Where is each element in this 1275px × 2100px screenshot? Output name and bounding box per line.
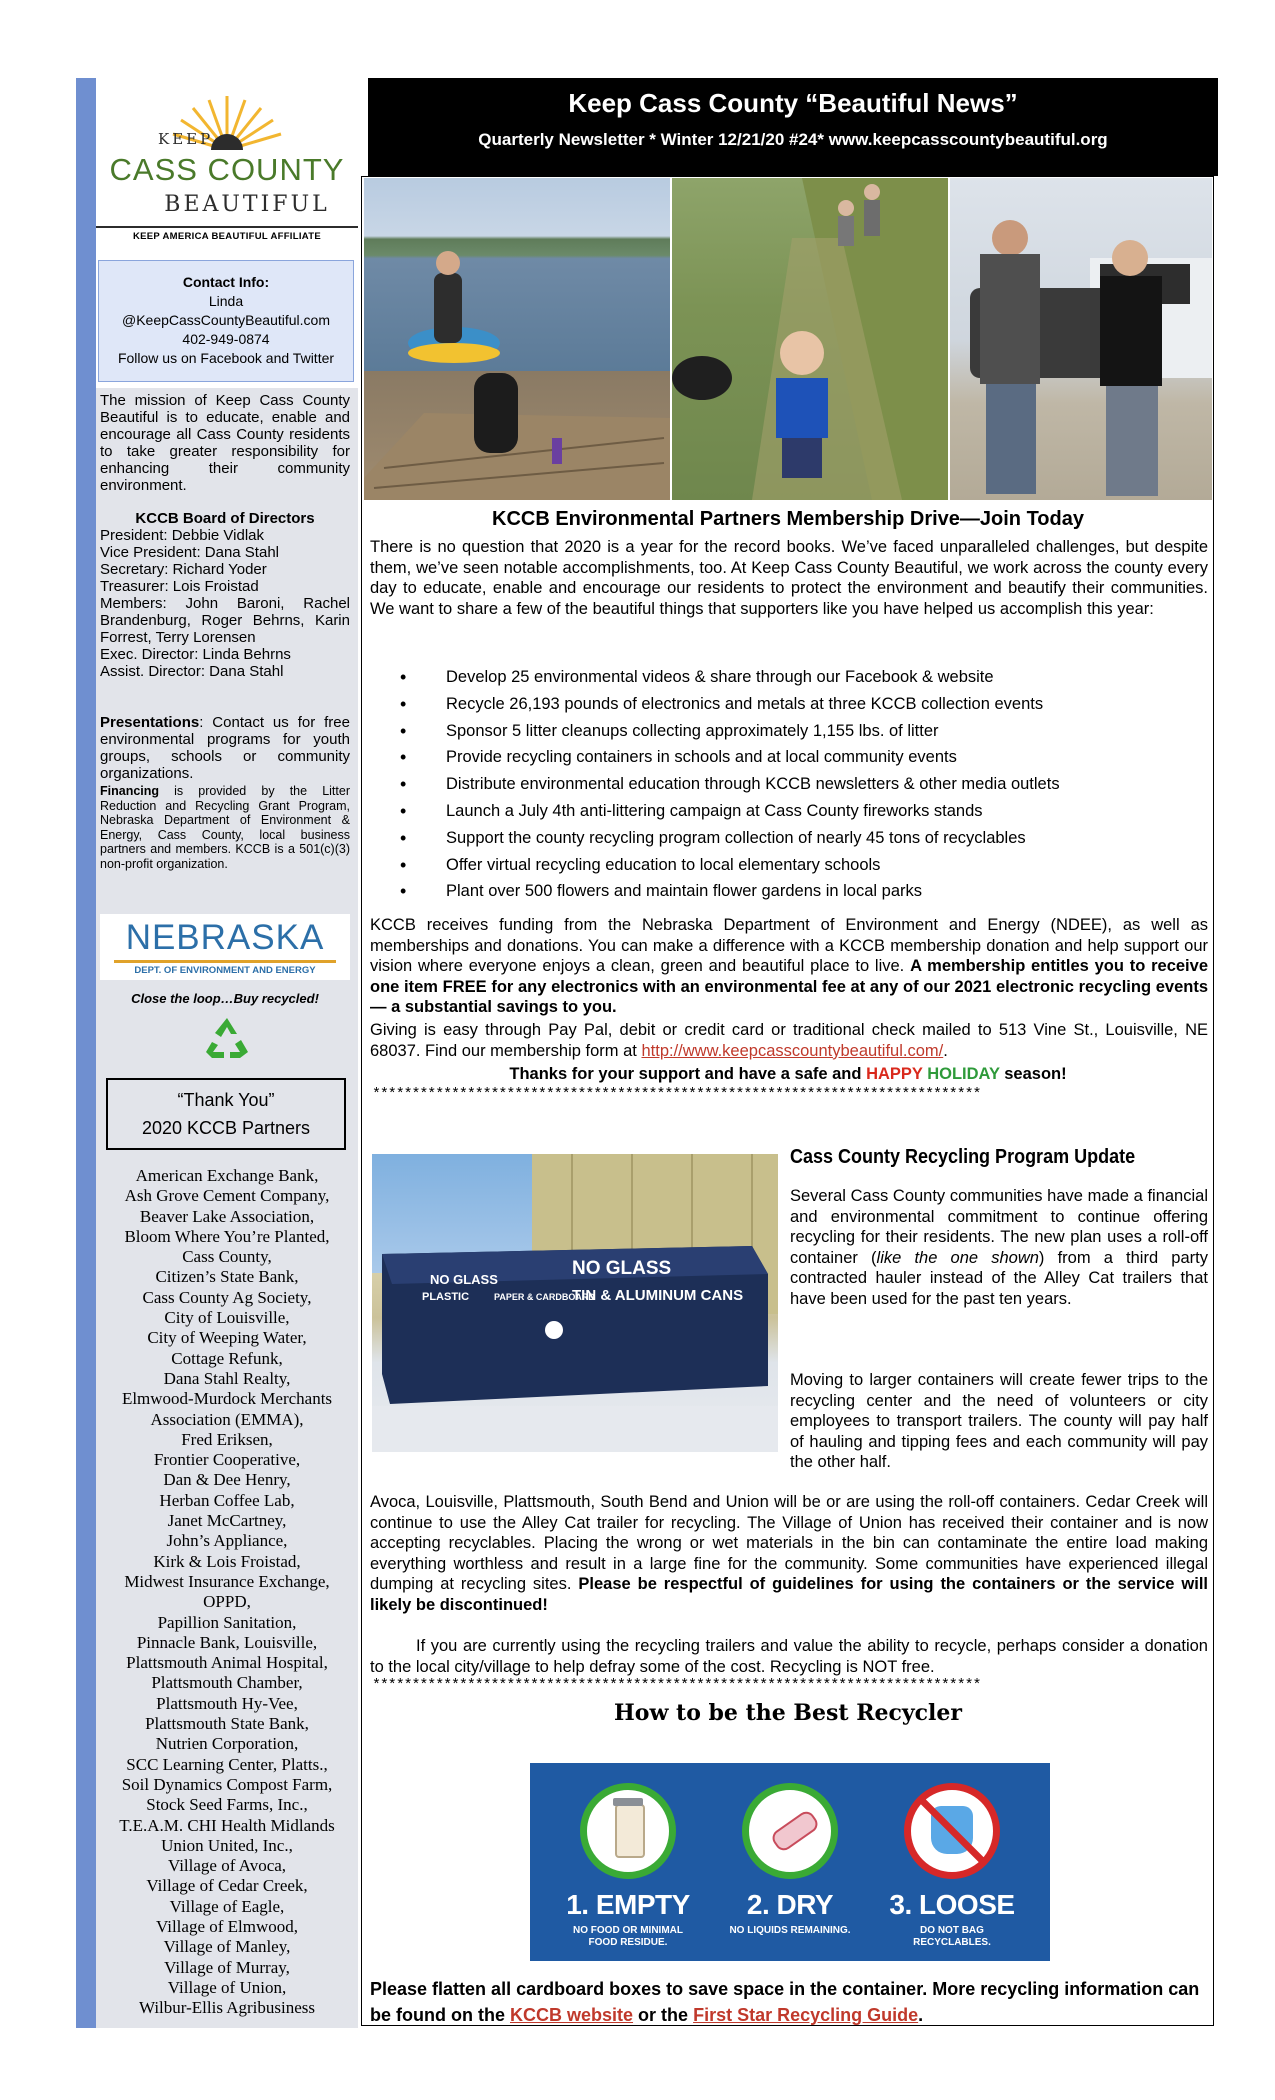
closing-note: [370, 1976, 1208, 2028]
step-empty: [558, 1783, 698, 1949]
recycling-warning: Please be respectful of guidelines for using the containers or the service will likely be discontinued!: [370, 1575, 1208, 1614]
partner-item: Plattsmouth State Bank,: [145, 1714, 309, 1734]
truck-scene-icon: [950, 178, 1212, 500]
membership-title: KCCB Environmental Partners Membership Drive—Join Today: [492, 508, 1084, 530]
partner-item: Village of Union,: [167, 1977, 287, 1997]
logo-keep-text: KEEP: [158, 130, 214, 148]
contact-name: Linda: [208, 293, 244, 309]
container-scene-icon: [372, 1154, 778, 1452]
membership-form-link[interactable]: http://www.keepcasscountybeautiful.com/: [641, 1041, 944, 1060]
presentations-label: Presentations: [100, 714, 200, 731]
photo-electronics-loading: [950, 178, 1212, 500]
kccb-website-link[interactable]: KCCB website: [510, 2005, 634, 2025]
mission-statement: The mission of Keep Cass County Beautiful is to educate, enable and encourage all Cass County residents to take greater responsibility for enhancing their community environment.: [100, 392, 350, 494]
partner-item: Plattsmouth Hy-Vee,: [156, 1693, 298, 1713]
newsletter-title: Keep Cass County “Beautiful News”: [568, 88, 1018, 118]
holiday-holiday: HOLIDAY: [927, 1065, 1000, 1083]
partners-list: [96, 1166, 358, 2018]
recycling-p1-em: like the one shown: [876, 1248, 1039, 1267]
presentations-note: [100, 714, 350, 782]
step-loose: [882, 1783, 1022, 1949]
partner-item: Stock Seed Farms, Inc.,: [146, 1795, 308, 1815]
board-heading: KCCB Board of Directors: [135, 510, 315, 527]
container-label-no-glass-left: NO GLASS: [430, 1272, 498, 1287]
holiday-thanks: [364, 1064, 1212, 1085]
partner-item: Village of Manley,: [163, 1937, 291, 1957]
list-item: • Support the county recycling program collection of nearly 45 tons of recyclables: [398, 825, 1060, 852]
partner-item: Citizen’s State Bank,: [155, 1267, 299, 1287]
membership-intro: There is no question that 2020 is a year for the record books. We’ve faced unparalleled challenges, but despite them, we’ve seen notable accomplishments, too. At Keep Cass County Beautiful, we work across the county every day to educate, enable and encourage our residents to protect the environment and beautify their communities. We want to share a few of the beautiful things that supporters like you have helped us accomplish this year:: [370, 538, 1208, 618]
contact-box: [98, 260, 354, 382]
partner-item: Elmwood-Murdock Merchants: [121, 1389, 333, 1409]
partner-item: Nutrien Corporation,: [155, 1734, 299, 1754]
closing-post: .: [918, 2005, 924, 2025]
partner-item: Frontier Cooperative,: [153, 1450, 301, 1470]
funding-paragraph: [370, 915, 1208, 1018]
giving-text: Giving is easy through Pay Pal, debit or credit card or traditional check mailed to 513 Vine St., Louisville, NE 68037. Find our membership form at: [370, 1021, 1208, 1060]
holiday-thanks-post: season!: [1004, 1065, 1067, 1083]
list-item: • Develop 25 environmental videos & share through our Facebook & website: [398, 664, 1060, 691]
partner-item: Fred Eriksen,: [181, 1429, 273, 1449]
close-the-loop-text: Close the loop…Buy recycled!: [131, 991, 319, 1006]
step-note: NO LIQUIDS REMAINING.: [729, 1925, 851, 1936]
sidebar: [76, 78, 358, 2028]
giving-paragraph: Giving is easy through Pay Pal, debit or credit card or traditional check mailed to 513 Vine St., Louisville, NE 68037. Find our membership form at http://www.keepcasscountybeautiful.com/.: [370, 1021, 1208, 1060]
recycle-icon: [202, 1016, 252, 1060]
step-title: 3. LOOSE: [889, 1889, 1015, 1920]
kayak-scene-icon: [364, 178, 670, 500]
sidebar-accent-stripe: [76, 78, 96, 2028]
step-note: NO FOOD OR MINIMAL FOOD RESIDUE.: [573, 1925, 683, 1948]
list-item: • Recycle 26,193 pounds of electronics and metals at three KCCB collection events: [398, 691, 1060, 718]
partner-item: SCC Learning Center, Platts.,: [126, 1754, 328, 1774]
board-line: Secretary: Richard Yoder: [100, 561, 267, 578]
partner-item: Cottage Refunk,: [171, 1348, 283, 1368]
holiday-thanks-pre: Thanks for your support and have a safe and: [509, 1065, 862, 1083]
list-item: • Launch a July 4th anti-littering campaign at Cass County fireworks stands: [398, 798, 1060, 825]
recycling-update-title: Cass County Recycling Program Update: [790, 1146, 1136, 1168]
board-line: Vice President: Dana Stahl: [100, 544, 279, 561]
partner-item: Dan & Dee Henry,: [163, 1470, 291, 1490]
partner-item: Plattsmouth Chamber,: [151, 1673, 303, 1693]
step-title: 1. EMPTY: [566, 1889, 690, 1920]
recycling-p1-b: ) from a third party contracted hauler instead of the Alley Cat trailers that have been used for the past ten years.: [790, 1248, 1208, 1308]
logo-divider: [96, 226, 358, 228]
container-label-paper: PAPER & CARDBOARD: [494, 1292, 595, 1302]
partner-item: Dana Stahl Realty,: [163, 1368, 291, 1388]
partner-item: Union United, Inc.,: [161, 1835, 293, 1855]
partner-item: Village of Cedar Creek,: [146, 1876, 308, 1896]
list-item: • Distribute environmental education through KCCB newsletters & other media outlets: [398, 771, 1060, 798]
partner-item: City of Weeping Water,: [147, 1328, 307, 1348]
partner-item: Plattsmouth Animal Hospital,: [126, 1653, 328, 1673]
partner-item: John’s Appliance,: [166, 1531, 288, 1551]
list-item: • Offer virtual recycling education to local elementary schools: [398, 852, 1060, 879]
partner-item: Soil Dynamics Compost Farm,: [121, 1774, 333, 1794]
contact-heading: Contact Info:: [182, 274, 270, 290]
recycling-p1-a: Several Cass County communities have made a financial and environmental commitment to continue offering recycling for their residents. The new plan uses a roll-off container (: [790, 1187, 1208, 1267]
presentations-text: : Contact us for free environmental programs for youth groups, schools or community organizations.: [100, 714, 350, 782]
holiday-happy: HAPPY: [866, 1065, 923, 1083]
best-recycler-title: How to be the Best Recycler: [613, 1700, 962, 1726]
container-label-no-glass-right: NO GLASS: [572, 1258, 672, 1279]
partner-item: Cass County,: [182, 1247, 272, 1267]
logo-cass-county-text: CASS COUNTY: [109, 152, 345, 187]
partner-item: Cass County Ag Society,: [142, 1287, 312, 1307]
board-line: Assist. Director: Dana Stahl: [100, 663, 284, 680]
partners-heading: 2020 KCCB Partners: [141, 1118, 311, 1138]
thank-you-line: “Thank You”: [177, 1090, 275, 1110]
partner-item: Village of Murray,: [164, 1957, 290, 1977]
partner-item: Village of Elmwood,: [155, 1916, 299, 1936]
closing-text: Please flatten all cardboard boxes to save space in the container. More recycling information can be found on the: [370, 1979, 1200, 2025]
partner-item: Association (EMMA),: [150, 1409, 304, 1429]
partner-item: Village of Eagle,: [169, 1896, 285, 1916]
nebraska-swoosh: [114, 960, 336, 963]
partner-item: Herban Coffee Lab,: [159, 1490, 295, 1510]
first-star-guide-link[interactable]: First Star Recycling Guide: [693, 2005, 919, 2025]
container-label-plastic: PLASTIC: [422, 1291, 470, 1303]
recycling-p2-text: Avoca, Louisville, Plattsmouth, South Bend and Union will be or are using the roll-off containers. Cedar Creek will continue to use the Alley Cat trailer for recycling. The Village of Union has received their container and is now accepting recyclables. Placing the wrong or wet materials in the bin can contaminate the entire load making everything worthless and result in a large fine for the community. Some communities have experienced illegal dumping at recycling sites.: [370, 1493, 1208, 1593]
board-of-directors: [100, 510, 350, 680]
partner-item: Papillion Sanitation,: [157, 1612, 297, 1632]
partner-item: Kirk & Lois Froistad,: [153, 1551, 301, 1571]
step-note: DO NOT BAG RECYCLABLES.: [913, 1925, 991, 1948]
no-bag-icon: [904, 1783, 1000, 1879]
bottle-icon: [742, 1783, 838, 1879]
funding-text: KCCB receives funding from the Nebraska Department of Environment and Energy (NDEE), as well as memberships and donations. You can make a difference with a KCCB membership donation and help support our vision where everyone enjoys a clean, green and beautiful place to live.: [370, 916, 1208, 975]
board-line: Treasurer: Lois Froistad: [100, 578, 259, 595]
board-line: Exec. Director: Linda Behrns: [100, 646, 291, 663]
recycling-paragraph-3: If you are currently using the recycling trailers and value the ability to recycle, perhaps consider a donation to the local city/village to help defray some of the cost. Recycling is NOT free.: [370, 1637, 1208, 1676]
list-item: • Plant over 500 flowers and maintain flower gardens in local parks: [398, 878, 1060, 905]
step-dry: [720, 1783, 860, 1937]
partner-item: T.E.A.M. CHI Health Midlands: [119, 1815, 335, 1835]
logo-beautiful-text: BEAUTIFUL: [164, 192, 330, 217]
thank-you-box: [106, 1078, 346, 1150]
recycling-paragraph-1: [790, 1186, 1208, 1309]
accomplishments-list: [398, 664, 1060, 905]
contact-email[interactable]: @KeepCassCountyBeautiful.com: [122, 312, 330, 328]
partner-item: Pinnacle Bank, Louisville,: [136, 1632, 318, 1652]
nebraska-ndee-logo: [100, 914, 350, 980]
list-item: • Sponsor 5 litter cleanups collecting approximately 1,155 lbs. of litter: [398, 718, 1060, 745]
section-divider: *****************************************************************************: [372, 1086, 981, 1103]
partner-item: OPPD,: [203, 1592, 251, 1612]
partner-item: Village of Avoca,: [167, 1856, 287, 1876]
recycling-paragraph-2-wrap: Moving to larger containers will create fewer trips to the recycling center and the need of volunteers or city employees to transport trailers. The county will pay half of hauling and tipping fees and each community will pay the other half.: [790, 1371, 1208, 1471]
membership-benefit: A membership entitles you to receive one item FREE for any electronics with an environmental fee at any of our 2021 electronic recycling events — a substantial savings to you.: [370, 957, 1208, 1016]
nebraska-wordmark: NEBRASKA: [125, 918, 325, 957]
partner-item: Janet McCartney,: [167, 1511, 287, 1531]
partner-item: Beaver Lake Association,: [139, 1206, 315, 1226]
step-title: 2. DRY: [746, 1889, 834, 1920]
container-label-cans: TIN & ALUMINUM CANS: [572, 1287, 744, 1304]
list-item: • Provide recycling containers in schools and at local community events: [398, 744, 1060, 771]
logo-affiliate-text: KEEP AMERICA BEAUTIFUL AFFILIATE: [133, 231, 321, 242]
photo-kayak-cleanup: [364, 178, 670, 500]
partner-item: Midwest Insurance Exchange,: [124, 1571, 330, 1591]
contact-phone: 402-949-0874: [182, 331, 270, 347]
partner-item: Bloom Where You’re Planted,: [124, 1226, 330, 1246]
partner-item: American Exchange Bank,: [135, 1166, 319, 1185]
photo-roll-off-container: [372, 1154, 778, 1452]
nebraska-dept-text: DEPT. OF ENVIRONMENT AND ENERGY: [134, 965, 316, 976]
financing-note: [100, 784, 350, 871]
newsletter-header: [368, 78, 1218, 176]
partner-item: Wilbur-Ellis Agribusiness: [138, 1998, 316, 2018]
kccb-logo: [96, 78, 358, 253]
contact-social: Follow us on Facebook and Twitter: [117, 350, 335, 366]
closing-mid: or the: [638, 2005, 689, 2025]
partner-item: Ash Grove Cement Company,: [124, 1186, 330, 1206]
financing-label: Financing: [100, 784, 160, 798]
newsletter-subtitle: Quarterly Newsletter * Winter 12/21/20 #24* www.keepcasscountybeautiful.org: [478, 130, 1108, 149]
recycling-paragraph-2-full: [370, 1492, 1208, 1615]
photo-child-cleanup: [672, 178, 948, 500]
board-line: Members: John Baroni, Rachel Brandenburg, Roger Behrns, Karin Forrest, Terry Lorensen: [100, 595, 350, 646]
board-line: President: Debbie Vidlak: [100, 527, 264, 544]
section-divider: *****************************************************************************: [372, 1677, 981, 1694]
child-scene-icon: [672, 178, 948, 500]
financing-text: is provided by the Litter Reduction and Recycling Grant Program, Nebraska Department of Environment & Energy, Cass County, local business partners and members. KCCB is a 501(c)(3) non-profit organization.: [100, 784, 350, 871]
jar-icon: [580, 1783, 676, 1879]
best-recycler-banner: [530, 1763, 1050, 1961]
partner-item: City of Louisville,: [164, 1308, 290, 1328]
